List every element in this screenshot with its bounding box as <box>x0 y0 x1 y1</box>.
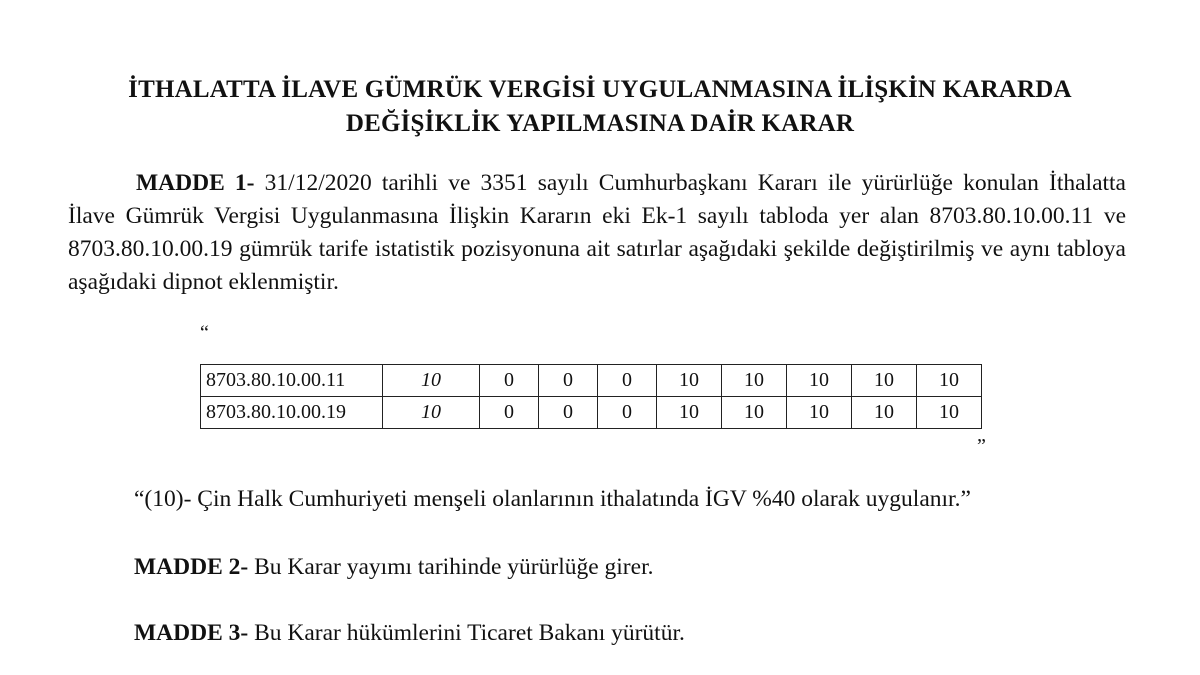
rate-cell: 10 <box>787 365 852 397</box>
table-row <box>201 365 982 397</box>
article-1-text: 31/12/2020 tarihli ve 3351 sayılı Cumhurbaşkanı Kararı ile yürürlüğe konulan İthalatta İlave Gümrük Vergisi Uygulanmasına İlişkin Kararın eki Ek-1 sayılı tabloda yer alan 8703.80.10.00.11 ve 8703.80.10.00.19 gümrük tarife istatistik pozisyonuna ait satırlar aşağıdaki şekilde değiştirilmiş ve aynı tabloya aşağıdaki dipnot eklenmiştir. <box>68 170 1126 295</box>
rate-cell: 10 <box>383 365 480 397</box>
tariff-code-cell: 8703.80.10.00.11 <box>201 365 383 397</box>
rate-cell: 0 <box>480 397 539 429</box>
tariff-table <box>200 364 982 429</box>
rate-cell: 10 <box>917 365 982 397</box>
document-title-line-2: DEĞİŞİKLİK YAPILMASINA DAİR KARAR <box>345 110 855 137</box>
rate-cell: 10 <box>787 397 852 429</box>
rate-cell: 10 <box>852 365 917 397</box>
article-2-label: MADDE 2- <box>134 554 249 580</box>
table-row <box>201 397 982 429</box>
article-1-label: MADDE 1- <box>136 170 255 196</box>
rate-cell: 10 <box>657 365 722 397</box>
rate-cell: 0 <box>598 365 657 397</box>
rate-cell: 0 <box>480 365 539 397</box>
closing-quote-mark: ” <box>977 435 986 457</box>
article-2-paragraph <box>134 551 1134 584</box>
rate-cell: 10 <box>383 397 480 429</box>
rate-cell: 0 <box>539 365 598 397</box>
article-2-text: Bu Karar yayımı tarihinde yürürlüğe girer. <box>248 554 654 580</box>
rate-cell: 10 <box>917 397 982 429</box>
rate-cell: 10 <box>722 397 787 429</box>
document-title-line-1: İTHALATTA İLAVE GÜMRÜK VERGİSİ UYGULANMASINA İLİŞKİN KARARDA <box>128 76 1072 103</box>
rate-cell: 0 <box>539 397 598 429</box>
rate-cell: 0 <box>598 397 657 429</box>
tariff-code-cell: 8703.80.10.00.19 <box>201 397 383 429</box>
opening-quote-mark: “ <box>200 322 209 344</box>
rate-cell: 10 <box>657 397 722 429</box>
rate-cell: 10 <box>722 365 787 397</box>
footnote-paragraph: “(10)- Çin Halk Cumhuriyeti menşeli olanlarının ithalatında İGV %40 olarak uygulanır.” <box>134 486 971 512</box>
article-3-label: MADDE 3- <box>134 620 249 646</box>
article-3-paragraph <box>134 617 1134 650</box>
article-3-text: Bu Karar hükümlerini Ticaret Bakanı yürütür. <box>248 620 685 646</box>
rate-cell: 10 <box>852 397 917 429</box>
article-1-paragraph <box>68 167 1126 299</box>
